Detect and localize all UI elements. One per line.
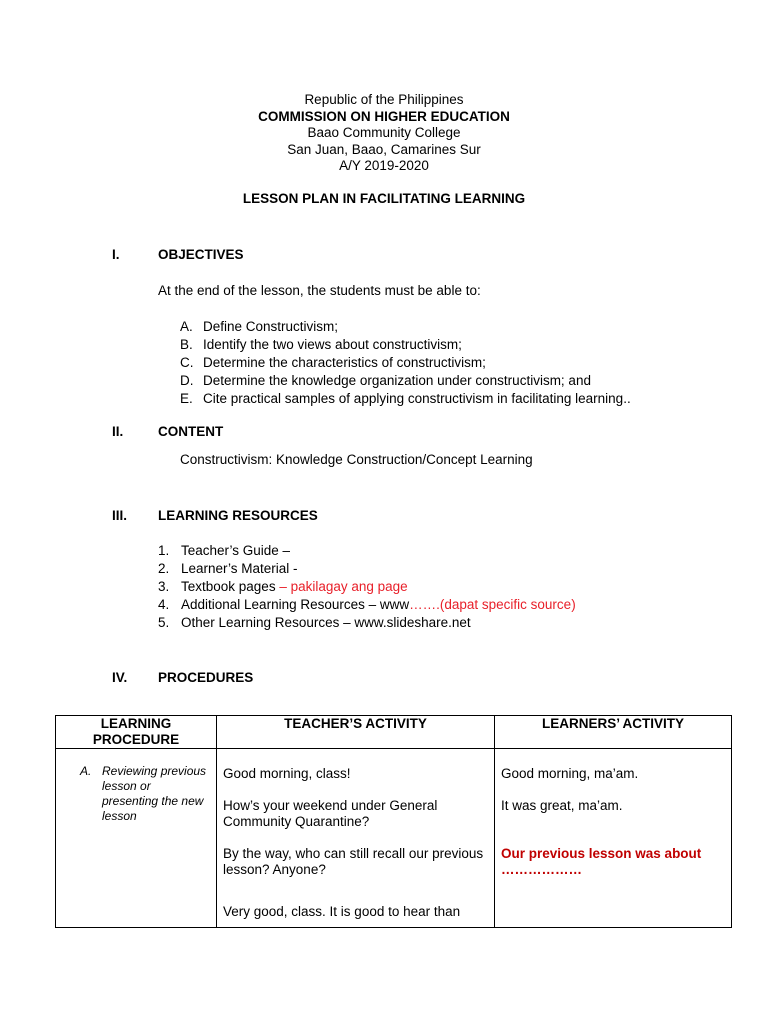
section-title: OBJECTIVES — [158, 247, 244, 262]
section-number: IV. — [112, 670, 128, 685]
section-number: II. — [112, 424, 124, 439]
list-item: B. Identify the two views about constructivism; — [180, 337, 462, 352]
document-header — [0, 92, 768, 175]
header-college: Baao Community College — [307, 125, 461, 140]
teacher-line: By the way, who can still recall our previous lesson? Anyone? — [223, 846, 484, 877]
table-row — [56, 749, 732, 928]
resource-note: – pakilagay ang page — [279, 579, 408, 594]
content-text: Constructivism: Knowledge Construction/Concept Learning — [180, 452, 533, 467]
procedure-cell — [56, 749, 217, 928]
section-number: III. — [112, 508, 128, 523]
learner-answer-line: Our previous lesson was about ……………… — [501, 846, 702, 877]
objectives-list — [180, 318, 631, 408]
list-item: 3. Textbook pages – pakilagay ang page — [158, 579, 408, 594]
header-address: San Juan, Baao, Camarines Sur — [287, 141, 481, 157]
learner-line: It was great, ma’am. — [501, 798, 623, 813]
list-item: 1. Teacher’s Guide – — [158, 543, 291, 558]
column-header-teacher: TEACHER’S ACTIVITY — [217, 716, 495, 749]
header-republic: Republic of the Philippines — [304, 92, 464, 107]
list-item: A. Define Constructivism; — [180, 319, 339, 334]
teacher-activity-cell — [217, 749, 495, 928]
section-title: CONTENT — [158, 424, 224, 439]
section-number: I. — [112, 247, 120, 262]
list-item: 2. Learner’s Material - — [158, 561, 298, 576]
procedures-table — [55, 715, 732, 928]
list-item: 4. Additional Learning Resources – www…….(dapat specific source) — [158, 597, 576, 612]
table-header-row — [56, 716, 732, 749]
header-academic-year: A/Y 2019-2020 — [339, 158, 429, 173]
procedure-item: A. Reviewing previous lesson or presenting the new lesson — [80, 764, 207, 823]
column-header-procedure: LEARNING PROCEDURE — [56, 716, 217, 749]
list-item: 5. Other Learning Resources – www.slideshare.net — [158, 615, 471, 630]
header-commission: COMMISSION ON HIGHER EDUCATION — [258, 108, 510, 124]
column-header-learners: LEARNERS’ ACTIVITY — [495, 716, 732, 749]
resource-note: …….(dapat specific source) — [409, 597, 576, 612]
list-item: D. Determine the knowledge organization under constructivism; and — [180, 373, 591, 388]
learners-activity-cell — [495, 749, 732, 928]
learner-line: Good morning, ma’am. — [501, 766, 639, 781]
teacher-line: Very good, class. It is good to hear than — [223, 904, 461, 919]
plan-title: LESSON PLAN IN FACILITATING LEARNING — [242, 191, 526, 206]
section-title: PROCEDURES — [158, 670, 254, 685]
list-item: C. Determine the characteristics of constructivism; — [180, 355, 486, 370]
objectives-intro: At the end of the lesson, the students must be able to: — [158, 283, 481, 298]
list-item: E. Cite practical samples of applying constructivism in facilitating learning.. — [180, 391, 631, 406]
resources-list — [158, 542, 576, 632]
section-title: LEARNING RESOURCES — [158, 508, 318, 523]
teacher-line: How’s your weekend under General Community Quarantine? — [223, 798, 438, 829]
teacher-line: Good morning, class! — [223, 766, 351, 781]
